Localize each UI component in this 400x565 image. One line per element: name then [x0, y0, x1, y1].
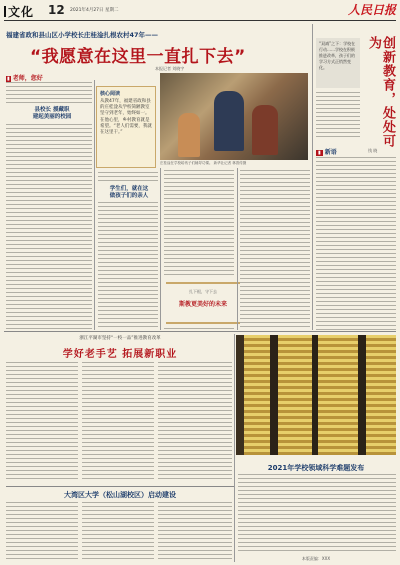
right-story-2-title[interactable]: 2021年学校领域科学难题发布: [267, 464, 365, 472]
text-column: [164, 170, 234, 278]
pull-quote-line-2: 斯教更美好的未来: [178, 301, 227, 308]
news-section-header: [316, 147, 337, 156]
subhead-campus: 县校长 援藏职 建起美丽的校园: [32, 107, 72, 120]
photo-stripe: [366, 335, 396, 455]
issue-date: 2021年4月27日 星期二: [70, 8, 119, 13]
text-column: [82, 362, 154, 482]
commentary-title: 创新教育，处处可为: [366, 36, 395, 148]
pull-quote: [166, 282, 240, 324]
section-divider: [4, 331, 396, 332]
photo-shadow: [270, 335, 278, 455]
column-divider: [94, 80, 95, 330]
photo-stripe: [244, 335, 270, 455]
photo-figure: [214, 91, 244, 151]
pull-quote-line-1: 扎下根，守下去: [189, 289, 217, 294]
main-photo: [160, 73, 308, 160]
core-reading-box: [96, 86, 156, 168]
page-header: [4, 4, 396, 18]
text-column: [238, 474, 396, 552]
section-name: 文化: [8, 5, 35, 19]
column-divider: [234, 334, 235, 562]
column-divider: [237, 168, 238, 330]
column-divider: [160, 168, 161, 330]
subhead-teacher: [6, 73, 43, 82]
news-brief: “双减”之下：学校在行动……学校在积极推进改革，孩子们的学习方式正悄然变化。: [316, 38, 360, 88]
subhead-teacher-text: 老师，您好: [12, 75, 43, 82]
photo-shadow: [358, 335, 366, 455]
text-column: [6, 82, 92, 104]
text-column: [6, 502, 78, 560]
text-column: [316, 92, 360, 140]
main-headline[interactable]: “我愿意在这里一直扎下去”: [30, 47, 246, 67]
text-column: [316, 157, 396, 330]
box-story-title[interactable]: 学好老手艺 拓展新职业: [62, 349, 178, 360]
main-kicker: 福建省政和县山区小学校长庄桂淦扎根农村47年——: [6, 31, 159, 39]
text-column: [6, 362, 78, 482]
text-column: [6, 124, 92, 330]
header-rule: [4, 20, 396, 21]
newspaper-logo: 人民日报: [347, 3, 396, 17]
main-photo-caption: 庄桂淦在学校给孩子们辅导功课。 新华社记者 林善传摄: [160, 161, 247, 165]
main-byline: 本报记者 刘晓宇: [155, 66, 185, 71]
page-number: 12: [48, 3, 65, 17]
core-box-title: 核心阅读: [100, 91, 121, 97]
subhead-family: 学生们，就在这 做孩子们的亲人: [109, 186, 149, 199]
photo-figure: [252, 105, 278, 155]
section-bar: [4, 6, 6, 17]
text-column: [158, 502, 232, 560]
photo-stripe: [318, 335, 358, 455]
column-divider: [312, 24, 313, 330]
commentary-author: 钱 晓: [368, 148, 378, 153]
section-tag: ▮: [318, 150, 321, 156]
core-box-text: 从教47年，福建省政和县的庄桂淦从学校简陋教室坚守到老年，始终如一。在他心里，乡村教育就是希望。“老人们需要，我就在这里干。”: [100, 99, 152, 136]
text-column: [82, 502, 154, 560]
text-column: [158, 362, 232, 482]
text-column: [98, 172, 158, 184]
subhead-tag: ▮: [7, 76, 10, 82]
photo-stripe: [278, 335, 312, 455]
news-section-label: 新语: [324, 149, 337, 156]
text-column: [240, 170, 310, 330]
construction-photo: [236, 335, 396, 455]
bottom-story-title[interactable]: 大湾区大学（松山湖校区）启动建设: [64, 491, 176, 499]
section-divider: [6, 486, 234, 487]
text-column: [164, 328, 234, 330]
commentary-title-block[interactable]: [366, 36, 396, 156]
page-footer: 本版责编：XXX: [301, 556, 331, 561]
text-column: [98, 202, 158, 330]
box-story-header: 浙江平湖市坚持“一校一品”推进教育改革: [79, 336, 161, 341]
section-label: [4, 3, 34, 20]
photo-figure: [178, 113, 200, 157]
